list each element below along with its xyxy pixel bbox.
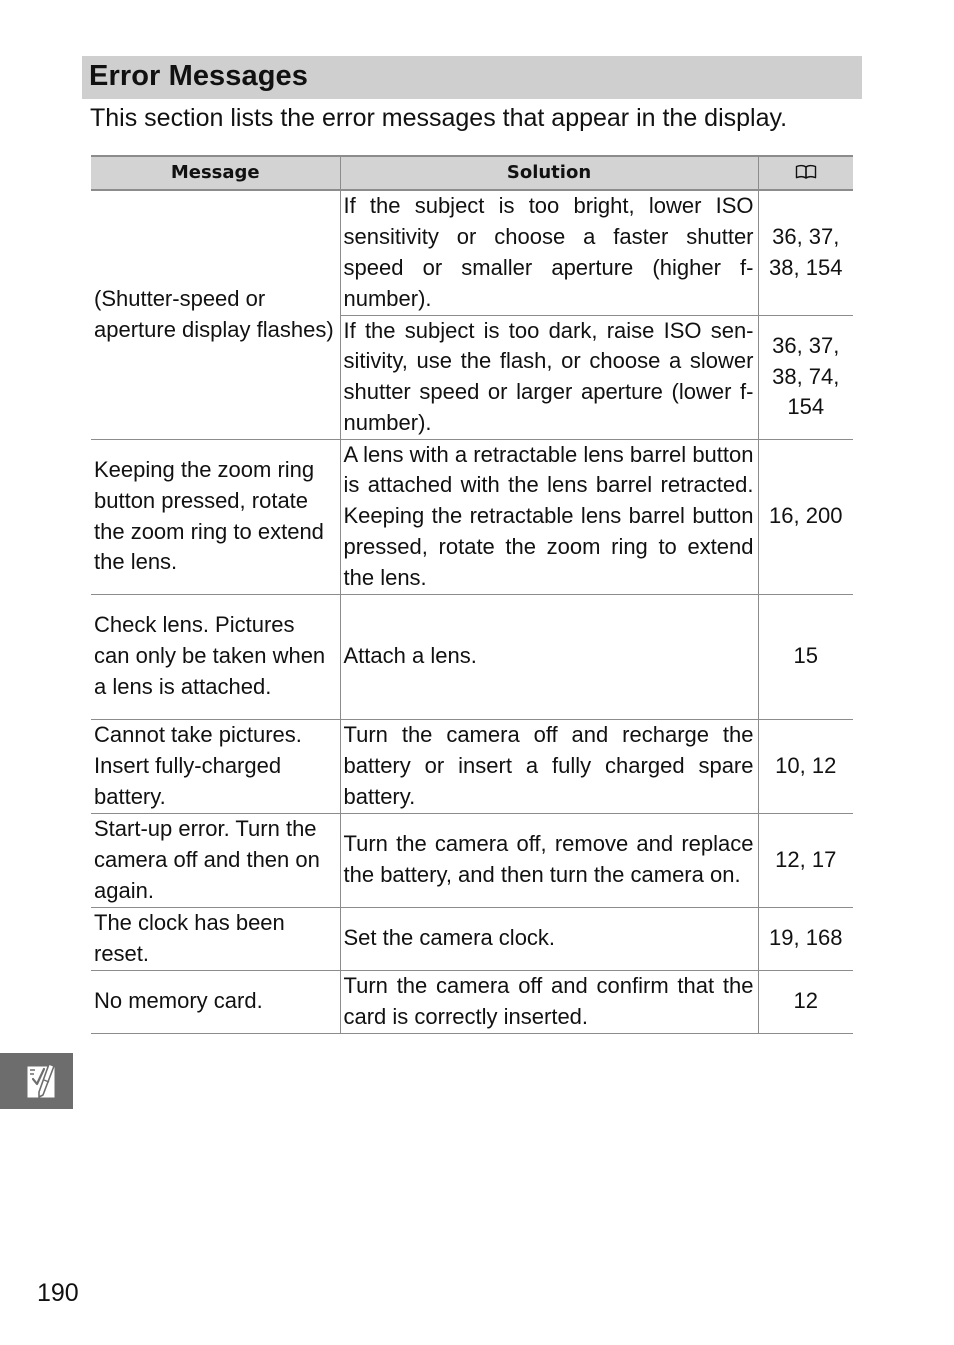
message-cell: Check lens. Pictures can only be taken when a lens is attached. — [91, 594, 340, 719]
page-reference-cell: 12, 17 — [758, 813, 853, 907]
page-reference-cell: 36, 37, 38, 154 — [758, 190, 853, 315]
solution-cell: A lens with a retractable lens barrel button is attached with the lens barrel retracted. Keeping the retractable lens barrel button pressed, rotate the zoom ring to extend the lens. — [340, 439, 758, 594]
solution-cell: Turn the camera off and recharge the battery or insert a fully charged spare battery. — [340, 719, 758, 813]
message-cell: Cannot take pictures. Insert fully-charged battery. — [91, 719, 340, 813]
solution-cell: Turn the camera off, remove and replace the battery, and then turn the camera on. — [340, 813, 758, 907]
message-cell: Keeping the zoom ring button pressed, rotate the zoom ring to extend the lens. — [91, 439, 340, 594]
page-reference-cell: 19, 168 — [758, 907, 853, 970]
solution-cell: If the subject is too dark, raise ISO sen-sitivity, use the flash, or choose a slower shutter speed or larger aperture (lower f-number). — [340, 315, 758, 439]
header-solution: Solution — [340, 156, 758, 190]
chapter-tab[interactable] — [0, 1053, 73, 1109]
header-message: Message — [91, 156, 340, 190]
page-reference-cell: 36, 37, 38, 74, 154 — [758, 315, 853, 439]
book-icon — [795, 164, 817, 180]
message-cell: No memory card. — [91, 970, 340, 1033]
message-cell: (Shutter-speed or aperture display flashes) — [91, 190, 340, 439]
solution-cell: Set the camera clock. — [340, 907, 758, 970]
table-row — [91, 813, 853, 907]
error-messages-table — [91, 155, 853, 1034]
checklist-pencil-icon — [22, 1060, 62, 1102]
page-reference-cell: 16, 200 — [758, 439, 853, 594]
message-cell: The clock has been reset. — [91, 907, 340, 970]
table-row — [91, 719, 853, 813]
page-reference-cell: 12 — [758, 970, 853, 1033]
section-title-bar — [82, 56, 862, 99]
table-header-row — [91, 156, 853, 190]
table-row — [91, 190, 853, 315]
solution-cell: Turn the camera off and confirm that the card is correctly inserted. — [340, 970, 758, 1033]
section-title: Error Messages — [89, 60, 309, 92]
table-row — [91, 439, 853, 594]
solution-cell: Attach a lens. — [340, 594, 758, 719]
page-reference-cell: 10, 12 — [758, 719, 853, 813]
table-row — [91, 594, 853, 719]
table-row — [91, 970, 853, 1033]
page-reference-cell: 15 — [758, 594, 853, 719]
table-row — [91, 907, 853, 970]
message-cell: Start-up error. Turn the camera off and then on again. — [91, 813, 340, 907]
solution-cell: If the subject is too bright, lower ISO sensitivity or choose a faster shutter speed or smaller aperture (higher f-number). — [340, 190, 758, 315]
section-intro: This section lists the error messages that appear in the display. — [90, 104, 788, 132]
page-number: 190 — [37, 1279, 79, 1307]
header-reference — [758, 156, 853, 190]
